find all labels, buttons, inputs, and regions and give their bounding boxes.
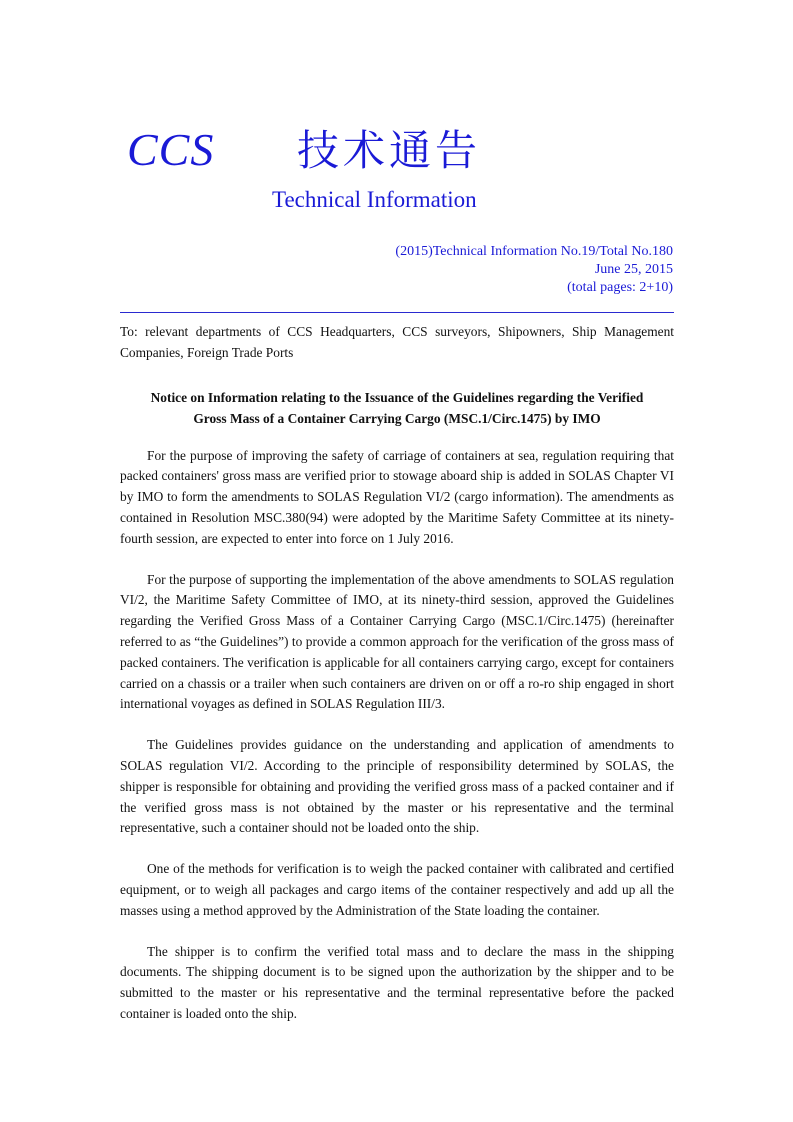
notice-title-line2: Gross Mass of a Container Carrying Cargo (MSC.1/Circ.1475) by IMO bbox=[193, 410, 601, 426]
document-body bbox=[120, 322, 674, 1025]
recipients: To: relevant departments of CCS Headquarters, CCS surveyors, Shipowners, Ship Management Companies, Foreign Trade Ports bbox=[120, 324, 674, 360]
paragraph: For the purpose of supporting the implementation of the above amendments to SOLAS regulation VI/2, the Maritime Safety Committee of IMO, at its ninety-third session, approved the Guidelines regarding the Verified Gross Mass of a Container Carrying Cargo (MSC.1/Circ.1475) (hereinafter referred to as “the Guidelines”) to provide a common approach for the verification of the gross mass of packed containers. The verification is applicable for all containers carrying cargo, except for containers carried on a chassis or a trailer when such containers are driven on or off a ro-ro ship engaged in short international voyages as defined in SOLAS Regulation III/3. bbox=[120, 571, 674, 712]
notice-title bbox=[120, 387, 674, 429]
paragraph: The Guidelines provides guidance on the understanding and application of amendments to SOLAS regulation VI/2. According to the principle of responsibility determined by SOLAS, the shipper is responsible for obtaining and providing the verified gross mass of a packed container and if the verified gross mass is not obtained by the master or his representative and the terminal representative, such a container should not be loaded onto the ship. bbox=[120, 737, 674, 836]
paragraph: For the purpose of improving the safety of carriage of containers at sea, regulation requiring that packed containers' gross mass are verified prior to stowage aboard ship is added in SOLAS Chapter VI by IMO to form the amendments to SOLAS Regulation VI/2 (cargo information). The amendments as contained in Resolution MSC.380(94) were adopted by the Maritime Safety Committee at its ninety-fourth session, are expected to enter into force on 1 July 2016. bbox=[120, 447, 674, 546]
reference-pages: (total pages: 2+10) bbox=[567, 280, 673, 295]
paragraph: The shipper is to confirm the verified total mass and to declare the mass in the shipping documents. The shipping document is to be signed upon the authorization by the shipper and to be submitted to the master or his representative and the terminal representative before the packed container is loaded onto the ship. bbox=[120, 943, 674, 1021]
english-title: Technical Information bbox=[272, 187, 477, 212]
chinese-title: 技术通告 bbox=[297, 126, 482, 175]
paragraph: One of the methods for verification is to weigh the packed container with calibrated and certified equipment, or to weigh all packages and cargo items of the container respectively and add up all the masses using a method approved by the Administration of the State loading the container. bbox=[120, 861, 674, 918]
notice-title-line1: Notice on Information relating to the Issuance of the Guidelines regarding the Verified bbox=[150, 389, 644, 405]
ccs-logo: CCS bbox=[127, 124, 215, 175]
header-divider bbox=[120, 312, 674, 313]
reference-number: (2015)Technical Information No.19/Total No.180 bbox=[395, 244, 673, 259]
reference-block bbox=[395, 243, 673, 297]
reference-date: June 25, 2015 bbox=[594, 262, 673, 277]
document-header bbox=[127, 118, 687, 178]
